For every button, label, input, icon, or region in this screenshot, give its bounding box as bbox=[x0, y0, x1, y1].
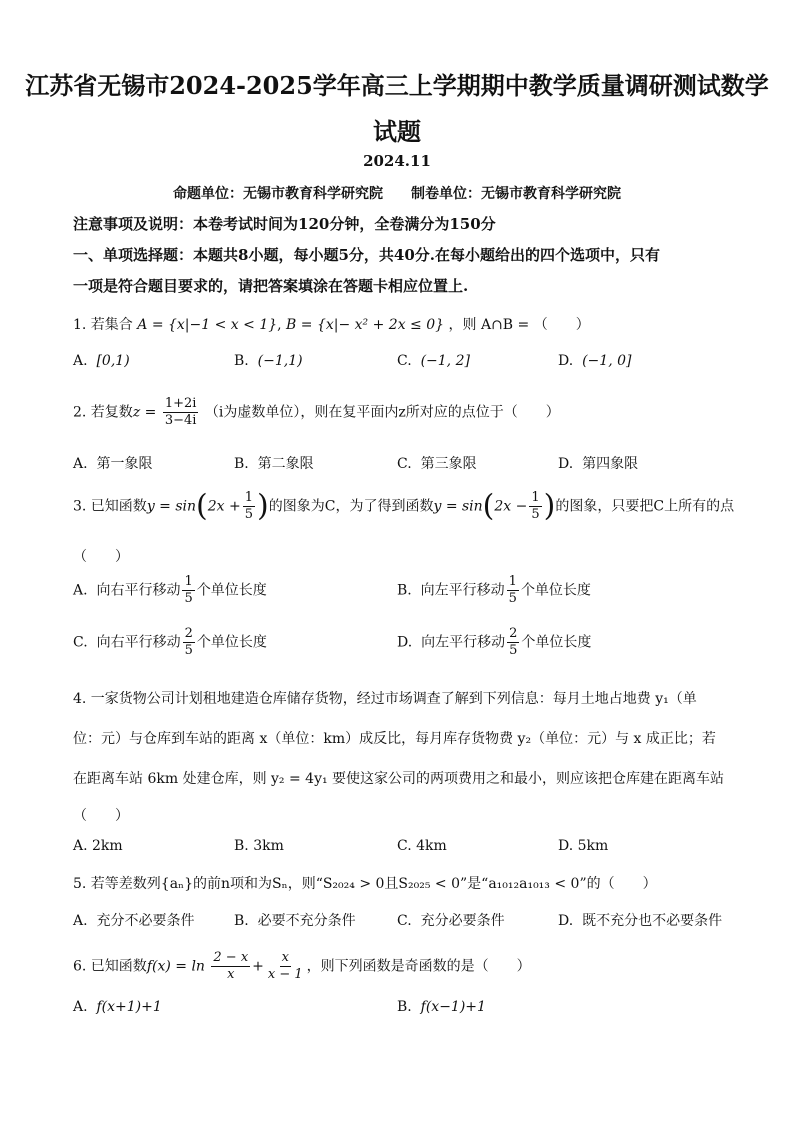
q6-option-b[interactable]: B. f(x−1)+1 bbox=[397, 999, 486, 1015]
q5-option-c[interactable]: C. 充分必要条件 bbox=[397, 913, 505, 929]
q2-option-c[interactable]: C. 第三象限 bbox=[397, 456, 477, 472]
q1-option-a[interactable]: A. [0,1) bbox=[73, 353, 130, 369]
q2-option-b[interactable]: B. 第二象限 bbox=[234, 456, 314, 472]
page-title-line2: 试题 bbox=[373, 117, 421, 146]
question-2: 2. 若复数z = $\frac{1+2i}{3-4i}$ （i为虚数单位），则在复平面内z所对应的点位于（ ） bbox=[73, 396, 560, 428]
q4-option-a[interactable]: A. 2km bbox=[73, 838, 123, 854]
section-heading-line2: 一项是符合题目要求的，请把答案填涂在答题卡相应位置上. bbox=[73, 277, 469, 295]
exam-units: 命题单位：无锡市教育科学研究院 制卷单位：无锡市教育科学研究院 bbox=[173, 186, 621, 202]
q1-prefix: 1. 若集合 bbox=[73, 317, 133, 333]
question-4-line3: 在距离车站 6km 处建仓库，则 y₂ = 4y₁ 要使这家公司的两项费用之和最小，则应该把仓库建在距离车站 bbox=[73, 771, 725, 787]
notice: 注意事项及说明：本卷考试时间为120分钟，全卷满分为150分 bbox=[73, 215, 496, 233]
q1-set-a: A = {x|−1 < x < 1} bbox=[137, 317, 278, 333]
question-5: 5. 若等差数列{aₙ}的前n项和为Sₙ，则“S₂₀₂₄ > 0且S₂₀₂₅ < 0”是“a₁₀₁₂a₁₀₁₃ < 0”的（ ） bbox=[73, 876, 657, 892]
q4-answer-paren: （ ） bbox=[73, 808, 129, 824]
q4-option-c[interactable]: C. 4km bbox=[397, 838, 447, 854]
q3-option-a[interactable]: A. 向右平行移动 $\frac{1}{5}$ 个单位长度 bbox=[73, 574, 267, 606]
q1-set-b: B = {x|− x² + 2x ≤ 0} bbox=[286, 317, 445, 333]
q4-option-b[interactable]: B. 3km bbox=[234, 838, 284, 854]
exam-date: 2024.11 bbox=[363, 152, 431, 170]
q6-fraction-2: $\frac{x}{x - 1}$ bbox=[267, 950, 303, 982]
q3-answer-paren: （ ） bbox=[73, 549, 129, 565]
question-6: 6. 已知函数f(x) = ln $\frac{2 - x}{x}$ + $\frac{x}{x - 1}$ ，则下列函数是奇函数的是（ ） bbox=[73, 950, 531, 982]
question-1: 1. 若集合 A = {x|−1 < x < 1}, B = {x|− x² + 2x ≤ 0} ，则 A∩B = （ ） bbox=[73, 317, 590, 333]
section-heading-line1: 一、单项选择题：本题共8小题，每小题5分，共40分.在每小题给出的四个选项中，只有 bbox=[73, 246, 660, 264]
question-4-line1: 4. 一家货物公司计划租地建造仓库储存货物，经过市场调查了解到下列信息：每月土地占地费 y₁（单 bbox=[73, 691, 697, 707]
q6-fraction-1: $\frac{2 - x}{x}$ bbox=[213, 950, 249, 982]
question-3: 3. 已知函数y = sin(2x + $\frac{1}{5}$ )的图象为C，为了得到函数y = sin(2x − $\frac{1}{5}$ )的图象，只要把C上所有的点 bbox=[73, 488, 735, 524]
q6-option-a[interactable]: A. f(x+1)+1 bbox=[73, 999, 162, 1015]
q1-suffix: ，则 A∩B = （ ） bbox=[448, 317, 590, 333]
question-4-line2: 位：元）与仓库到车站的距离 x（单位：km）成反比，每月库存货物费 y₂（单位：元）与 x 成正比；若 bbox=[73, 731, 716, 747]
q1-option-b[interactable]: B. (−1,1) bbox=[234, 353, 303, 369]
q4-option-d[interactable]: D. 5km bbox=[558, 838, 609, 854]
q5-option-d[interactable]: D. 既不充分也不必要条件 bbox=[558, 913, 723, 929]
q3-option-c[interactable]: C. 向右平行移动 $\frac{2}{5}$ 个单位长度 bbox=[73, 626, 267, 658]
q1-option-c[interactable]: C. (−1, 2] bbox=[397, 353, 470, 369]
q2-fraction: $\frac{1+2i}{3-4i}$ bbox=[164, 396, 197, 428]
q5-option-b[interactable]: B. 必要不充分条件 bbox=[234, 913, 356, 929]
q1-option-d[interactable]: D. (−1, 0] bbox=[558, 353, 632, 369]
q3-option-b[interactable]: B. 向左平行移动 $\frac{1}{5}$ 个单位长度 bbox=[397, 574, 591, 606]
page-title: 江苏省无锡市2024-2025学年高三上学期期中教学质量调研测试数学 bbox=[25, 71, 769, 100]
q2-option-d[interactable]: D. 第四象限 bbox=[558, 456, 639, 472]
q3-option-d[interactable]: D. 向左平行移动 $\frac{2}{5}$ 个单位长度 bbox=[397, 626, 592, 658]
q2-option-a[interactable]: A. 第一象限 bbox=[73, 456, 153, 472]
q5-option-a[interactable]: A. 充分不必要条件 bbox=[73, 913, 195, 929]
